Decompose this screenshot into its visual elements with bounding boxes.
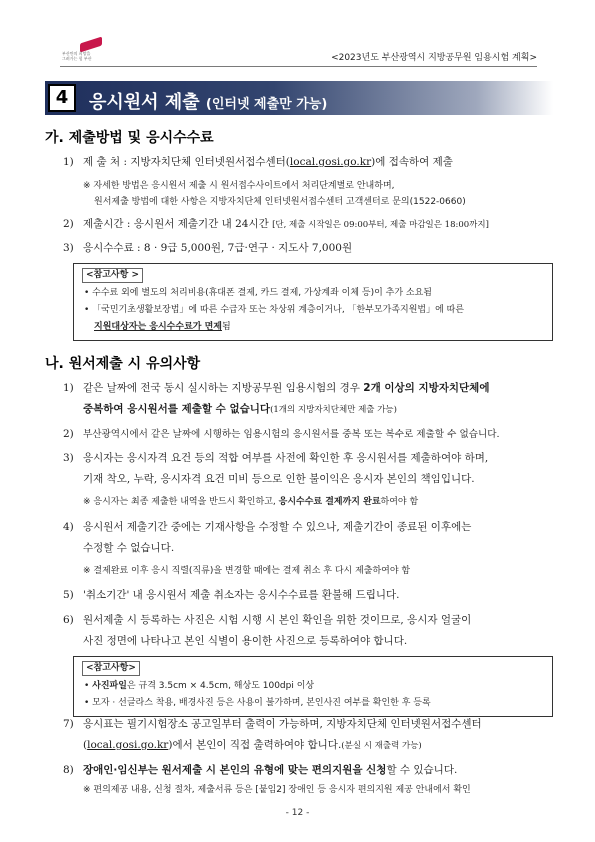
part-b-item-3: 3) 응시자는 응시자격 요건 등의 적합 여부를 사전에 확인한 후 응시원서를 제출하여야 하며, 기재 착오, 누락, 응시자격 요건 미비 등으로 인한 불이익은 응시자 본인의 책임입니다.	[63, 452, 489, 485]
part-b-item-7: 7) 응시표는 필기시험장소 공고일부터 출력이 가능하며, 지방자치단체 인터넷원서접수센터 (local.gosi.go.kr)에서 본인이 직접 출력하여야 합니다.(분실 시 재출력 가능)	[63, 718, 482, 751]
part-b-item-2: 2) 부산광역시에서 같은 날짜에 시행하는 임용시험의 응시원서를 중복 또는 복수로 제출할 수 없습니다.	[63, 428, 500, 440]
part-b-note-4: ※ 결제완료 이후 응시 직렬(직류)을 변경할 때에는 결제 취소 후 다시 제출하여야 함	[83, 566, 411, 576]
document-header-title: <2023년도 부산광역시 지방공무원 임용시험 계획>	[331, 53, 537, 63]
reference-bullet: • 수수료 외에 별도의 처리비용(휴대폰 결제, 카드 결제, 가상계좌 이체 등)이 추가 소요됨	[84, 288, 432, 298]
reference-bullet: • 모자 · 선글라스 착용, 배경사진 등은 사용이 불가하며, 본인사진 여부를 확인한 후 등록	[84, 698, 431, 708]
part-b-reference-box	[73, 656, 553, 717]
part-a-heading: 가. 제출방법 및 응시수수료	[45, 130, 214, 146]
reference-title: <참고사항>	[82, 661, 140, 676]
part-b-item-8: 8) 장애인·임신부는 원서제출 시 본인의 유형에 맞는 편의지원을 신청할 수 있습니다.	[63, 764, 458, 776]
part-b-note-3: ※ 응시자는 최종 제출한 내역을 반드시 확인하고, 응시수수료 결제까지 완료하여야 함	[83, 497, 419, 507]
reference-bullet: • 사진파일은 규격 3.5cm × 4.5cm, 해상도 100dpi 이상	[84, 681, 315, 691]
gosi-link[interactable]: local.gosi.go.kr	[87, 739, 169, 751]
busan-logo	[62, 40, 102, 64]
part-a-item-2: 2) 제출시간 : 응시원서 제출기간 내 24시간 [단, 제출 시작일은 09:00부터, 제출 마감일은 18:00까지]	[63, 218, 489, 230]
part-a-note-1: ※ 자세한 방법은 응시원서 제출 시 원서접수사이트에서 처리단계별로 안내하며, 원서제출 방법에 대한 사항은 지방자치단체 인터넷원서접수센터 고객센터로 문의(1522-0660)	[83, 181, 466, 207]
part-b-item-5: 5) '취소기간' 내 응시원서 제출 취소자는 응시수수료를 환불해 드립니다.	[63, 589, 400, 601]
logo-text: 부산만의 희망을 그려가는 힘 부산	[62, 51, 92, 61]
page-number: - 12 -	[285, 808, 310, 818]
reference-title: <참고사항 >	[82, 268, 143, 283]
part-a-reference-box	[73, 263, 553, 341]
section-title-sub: (인터넷 제출만 가능)	[205, 97, 328, 112]
part-b-note-8: ※ 편의제공 내용, 신청 절차, 제출서류 등은 [붙임2] 장애인 등 응시자 편의지원 제공 안내에서 확인	[83, 785, 471, 795]
section-title-bar	[45, 81, 553, 115]
part-a-item-1: 1) 제 출 처 : 지방자치단체 인터넷원서접수센터(local.gosi.go.kr)에 접속하여 제출	[63, 156, 453, 168]
part-b-item-4: 4) 응시원서 제출기간 중에는 기재사항을 수정할 수 있으나, 제출기간이 종료된 이후에는 수정할 수 없습니다.	[63, 521, 472, 554]
section-number: 4	[48, 84, 76, 112]
section-title	[89, 88, 327, 114]
reference-bullet: • 「국민기초생활보장법」에 따른 수급자 또는 차상위 계층이거나, 「한부모가족지원법」에 따른 지원대상자는 응시수수료가 면제됨	[84, 305, 465, 332]
part-b-item-6: 6) 원서제출 시 등록하는 사진은 시험 시행 시 본인 확인을 위한 것이므로, 응시자 얼굴이 사진 정면에 나타나고 본인 식별이 용이한 사진으로 등록하여야 합니다.	[63, 614, 472, 647]
part-a-item-3: 3) 응시수수료 : 8 · 9급 5,000원, 7급·연구 · 지도사 7,000원	[63, 242, 353, 254]
part-b-item-1: 1) 같은 날짜에 전국 동시 실시하는 지방공무원 임용시험의 경우 2개 이상의 지방자치단체에 중복하여 응시원서를 제출할 수 없습니다(1개의 지방자치단체만 제출 가능)	[63, 382, 490, 415]
section-title-main: 응시원서 제출	[89, 92, 200, 113]
gosi-link[interactable]: local.gosi.go.kr	[289, 156, 372, 168]
part-b-heading: 나. 원서제출 시 유의사항	[45, 356, 201, 372]
header-divider	[60, 66, 537, 67]
